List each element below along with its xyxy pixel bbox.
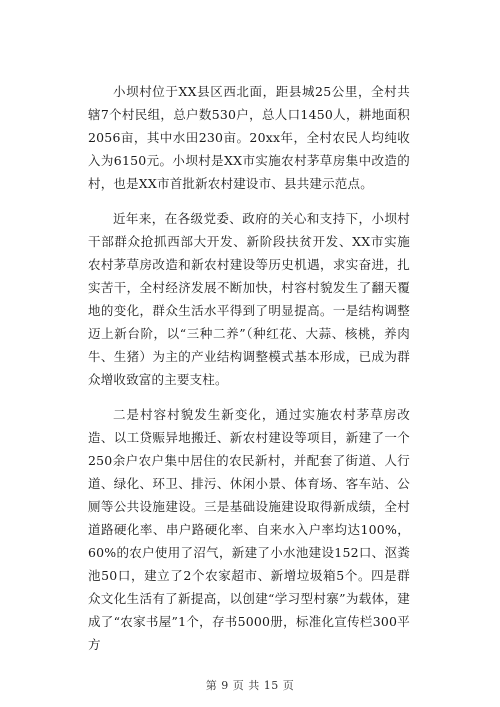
paragraph-village-changes: 二是村容村貌发生新变化，通过实施农村茅草房改造、以工贷赈异地搬迁、新农村建设等项目，新建了一个250余户农户集中居住的农民新村，并配套了街道、人行道、绿化、环卫、排污、休闲小景、体育场、客车站、公厕等公共设施建设。三是基础设施建设取得新成绩，全村道路硬化率、串户路硬化率、自来水入户率均达100%，60%的农户使用了沼气，新建了小水池建设152口、沤粪池50口，建立了2个农家超市、新增垃圾箱5个。四是群众文化生活有了新提高，以创建“学习型村寨”为载体，建成了“农家书屋”1个，存书5000册，标准化宣传栏300平方 bbox=[88, 407, 410, 652]
paragraph-recent-development: 近年来，在各级党委、政府的关心和支持下，小坝村干部群众抢抓西部大开发、新阶段扶贫开发、XX市实施农村茅草房改造和新农村建设等历史机遇，求实奋进，扎实苦干，全村经济发展不断加快，村容村貌发生了翻天覆地的变化，群众生活水平得到了明显提高。一是结构调整迈上新台阶，以“三种二养”（种红花、大蒜、核桃，养肉牛、生猪）为主的产业结构调整模式基本形成，已成为群众增收致富的主要支柱。 bbox=[88, 211, 410, 387]
document-body bbox=[88, 80, 410, 668]
page-footer: 第 9 页 共 15 页 bbox=[205, 679, 295, 692]
paragraph-village-overview: 小坝村位于XX县区西北面，距县城25公里，全村共辖7个村民组，总户数530户，总人口1450人，耕地面积2056亩，其中水田230亩。20xx年，全村农民人均纯收入为6150元。小坝村是XX市实施农村茅草房集中改造的村，也是XX市首批新农村建设市、县共建示范点。 bbox=[88, 84, 410, 191]
